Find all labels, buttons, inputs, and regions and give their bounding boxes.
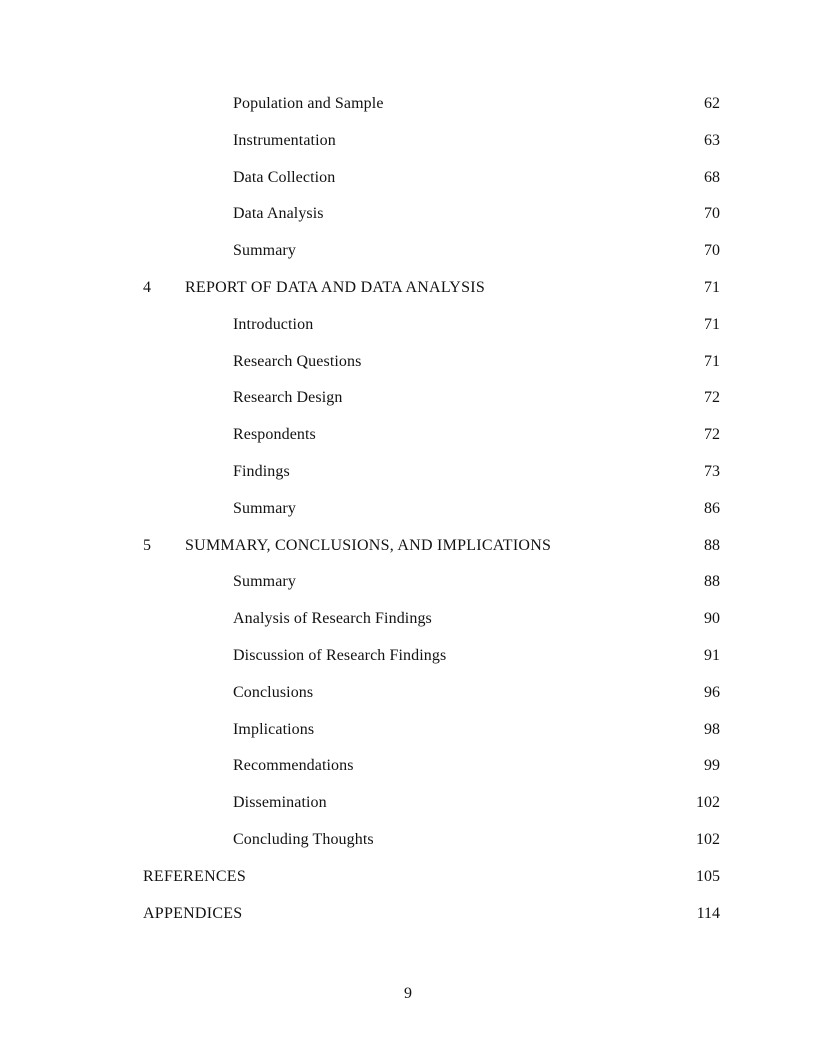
- toc-entry[interactable]: [143, 96, 720, 133]
- toc-entry[interactable]: [143, 648, 720, 685]
- toc-entry[interactable]: [143, 390, 720, 427]
- toc-entry-label: Respondents: [233, 426, 316, 444]
- toc-entry-page-number: 98: [704, 720, 720, 738]
- toc-entry[interactable]: [143, 906, 720, 943]
- toc-entry[interactable]: [143, 427, 720, 464]
- toc-entry-page-number: 70: [704, 205, 720, 223]
- toc-entry-page-number: 99: [704, 757, 720, 775]
- toc-entry-label: Introduction: [233, 315, 314, 333]
- toc-dot-leader: [551, 549, 698, 550]
- toc-entry-label: Dissemination: [233, 794, 327, 812]
- toc-entry-label: SUMMARY, CONCLUSIONS, AND IMPLICATIONS: [185, 536, 552, 554]
- toc-entry[interactable]: [143, 538, 720, 575]
- toc-dot-leader: [327, 806, 696, 807]
- table-of-contents: [143, 96, 720, 942]
- toc-entry-page-number: 72: [704, 426, 720, 444]
- toc-entry-label: Data Analysis: [233, 205, 324, 223]
- toc-entry-page-number: 90: [704, 610, 720, 628]
- toc-entry[interactable]: [143, 170, 720, 207]
- toc-entry-page-number: 71: [704, 352, 720, 370]
- toc-dot-leader: [485, 291, 698, 292]
- toc-entry-page-number: 72: [704, 389, 720, 407]
- toc-entry-page-number: 63: [704, 131, 720, 149]
- toc-dot-leader: [296, 254, 698, 255]
- toc-dot-leader: [342, 401, 698, 402]
- toc-dot-leader: [246, 880, 696, 881]
- toc-chapter-number: 5: [143, 536, 151, 554]
- toc-entry[interactable]: [143, 832, 720, 869]
- toc-entry-label: Instrumentation: [233, 131, 336, 149]
- toc-entry-label: Analysis of Research Findings: [233, 610, 432, 628]
- toc-entry-page-number: 71: [704, 315, 720, 333]
- toc-dot-leader: [314, 733, 698, 734]
- toc-dot-leader: [354, 769, 698, 770]
- toc-entry-page-number: 102: [696, 830, 720, 848]
- toc-entry-page-number: 62: [704, 95, 720, 112]
- toc-dot-leader: [446, 659, 698, 660]
- toc-entry-page-number: 68: [704, 168, 720, 186]
- toc-entry-page-number: 88: [704, 536, 720, 554]
- toc-dot-leader: [296, 512, 698, 513]
- toc-dot-leader: [290, 475, 698, 476]
- toc-dot-leader: [374, 843, 696, 844]
- toc-entry-page-number: 70: [704, 242, 720, 260]
- toc-entry-label: Research Questions: [233, 352, 362, 370]
- toc-entry-page-number: 105: [696, 867, 720, 885]
- toc-entry-page-number: 73: [704, 462, 720, 480]
- toc-dot-leader: [296, 585, 698, 586]
- toc-dot-leader: [313, 328, 698, 329]
- toc-entry-page-number: 91: [704, 646, 720, 664]
- toc-entry-label: REPORT OF DATA AND DATA ANALYSIS: [185, 278, 485, 296]
- toc-entry-page-number: 71: [704, 278, 720, 296]
- toc-entry[interactable]: [143, 133, 720, 170]
- toc-entry-page-number: 114: [696, 904, 720, 922]
- toc-entry-label: REFERENCES: [143, 867, 246, 885]
- toc-entry-label: Conclusions: [233, 683, 314, 701]
- toc-entry[interactable]: [143, 611, 720, 648]
- toc-entry[interactable]: [143, 869, 720, 906]
- toc-entry-label: Research Design: [233, 389, 343, 407]
- toc-dot-leader: [316, 438, 698, 439]
- toc-entry-label: Discussion of Research Findings: [233, 646, 447, 664]
- toc-entry-page-number: 96: [704, 683, 720, 701]
- toc-entry[interactable]: [143, 574, 720, 611]
- toc-entry[interactable]: [143, 464, 720, 501]
- toc-entry-label: Summary: [233, 573, 296, 591]
- toc-entry-label: Recommendations: [233, 757, 354, 775]
- toc-dot-leader: [335, 181, 698, 182]
- toc-entry-page-number: 102: [696, 794, 720, 812]
- toc-entry-label: Data Collection: [233, 168, 336, 186]
- toc-entry-label: Summary: [233, 499, 296, 517]
- toc-chapter-number: 4: [143, 278, 151, 296]
- toc-entry-label: Findings: [233, 462, 290, 480]
- toc-dot-leader: [361, 365, 698, 366]
- toc-dot-leader: [242, 917, 696, 918]
- toc-dot-leader: [336, 144, 698, 145]
- toc-entry-label: Population and Sample: [233, 95, 384, 112]
- toc-entry[interactable]: [143, 758, 720, 795]
- toc-dot-leader: [384, 107, 698, 108]
- toc-entry[interactable]: [143, 243, 720, 280]
- toc-entry-label: Implications: [233, 720, 315, 738]
- toc-entry[interactable]: [143, 685, 720, 722]
- toc-entry[interactable]: [143, 722, 720, 759]
- page-number-folio: 9: [404, 985, 412, 1002]
- toc-entry-label: Concluding Thoughts: [233, 830, 374, 848]
- toc-dot-leader: [324, 217, 698, 218]
- toc-entry[interactable]: [143, 280, 720, 317]
- toc-entry-label: APPENDICES: [143, 904, 243, 922]
- toc-dot-leader: [432, 622, 698, 623]
- toc-entry-label: Summary: [233, 242, 296, 260]
- toc-entry[interactable]: [143, 501, 720, 538]
- toc-entry[interactable]: [143, 206, 720, 243]
- toc-entry[interactable]: [143, 354, 720, 391]
- toc-entry-page-number: 86: [704, 499, 720, 517]
- toc-entry[interactable]: [143, 317, 720, 354]
- toc-entry[interactable]: [143, 795, 720, 832]
- toc-dot-leader: [313, 696, 698, 697]
- toc-entry-page-number: 88: [704, 573, 720, 591]
